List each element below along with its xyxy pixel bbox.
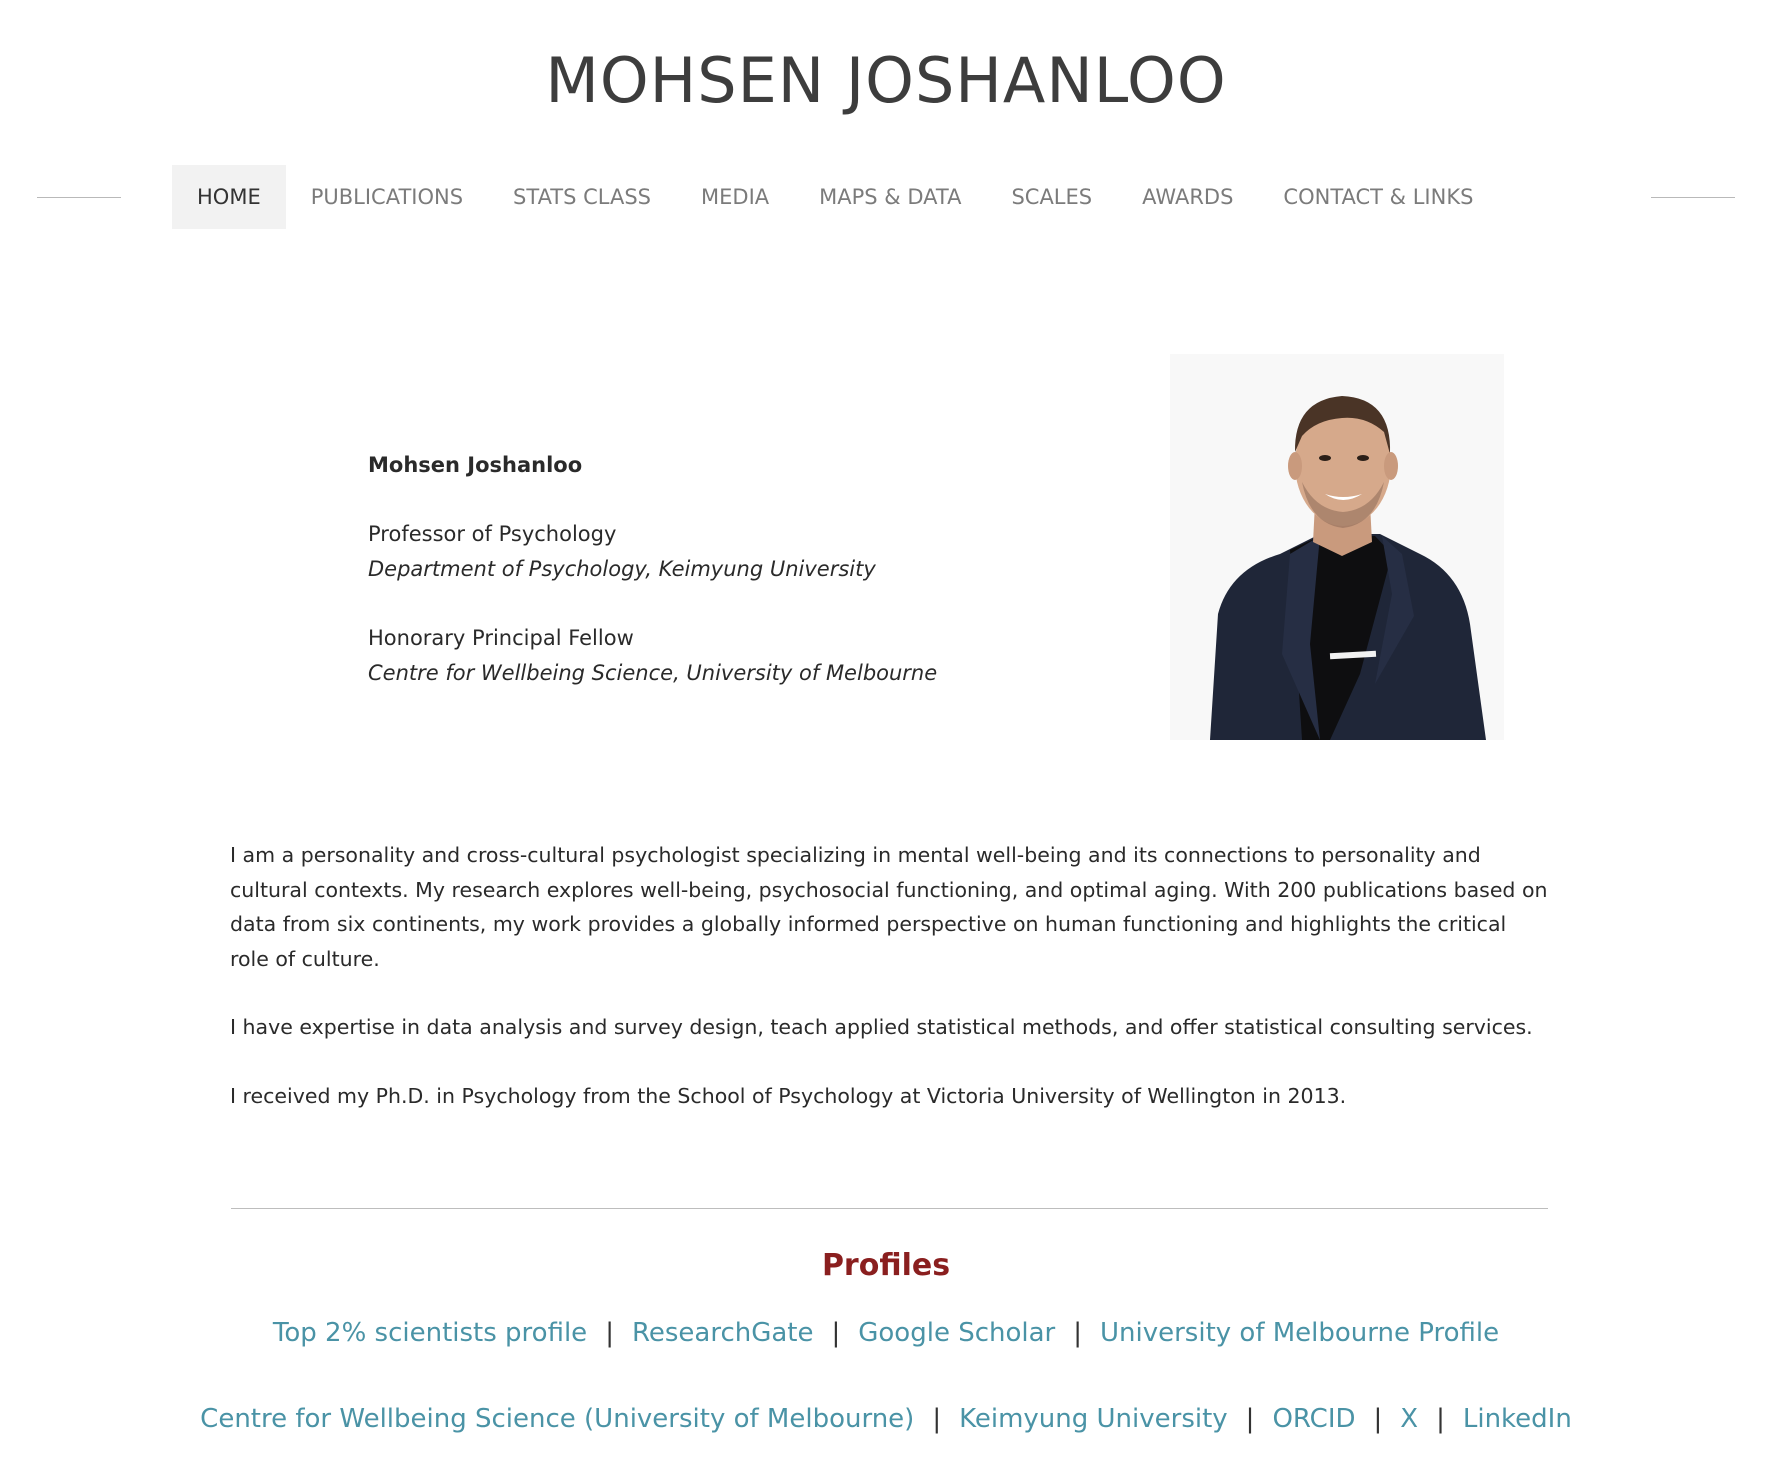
position-title-2: Honorary Principal Fellow <box>368 626 634 650</box>
affiliation-1: Department of Psychology, Keimyung University <box>368 557 876 581</box>
link-centre-for-wellbeing-science[interactable]: Centre for Wellbeing Science (University of Melbourne) <box>200 1404 915 1434</box>
section-divider <box>231 1208 1548 1209</box>
link-separator: | <box>1245 1404 1255 1434</box>
link-google-scholar[interactable]: Google Scholar <box>858 1318 1056 1348</box>
nav-item-awards[interactable]: AWARDS <box>1142 185 1234 209</box>
link-x[interactable]: X <box>1400 1404 1419 1434</box>
link-separator: | <box>932 1404 942 1434</box>
nav-item-publications[interactable]: PUBLICATIONS <box>310 185 464 209</box>
nav-item-home[interactable]: HOME <box>172 165 286 229</box>
link-linkedin[interactable]: LinkedIn <box>1462 1404 1572 1434</box>
link-separator: | <box>1436 1404 1445 1434</box>
intro-block <box>368 448 937 691</box>
nav-menu <box>172 165 1498 229</box>
link-orcid[interactable]: ORCID <box>1272 1404 1356 1434</box>
link-university-of-melbourne-profile[interactable]: University of Melbourne Profile <box>1100 1318 1500 1348</box>
position-title-1: Professor of Psychology <box>368 522 617 546</box>
site-title[interactable]: MOHSEN JOSHANLOO <box>545 44 1227 117</box>
link-separator: | <box>1073 1318 1082 1348</box>
bio-paragraph: I am a personality and cross-cultural psychologist specializing in mental well-being and its connections to personality and cultural contexts. My research explores well-being, psychosocial functioning, and optimal aging. With 200 publications based on data from six continents, my work provides a globally informed perspective on human functioning and highlights the critical role of culture. <box>230 843 1548 971</box>
affiliation-2: Centre for Wellbeing Science, University of Melbourne <box>368 661 938 685</box>
nav-item-stats-class[interactable]: STATS CLASS <box>513 185 652 209</box>
profile-links-row-1 <box>0 1318 1772 1348</box>
link-separator: | <box>1373 1404 1383 1434</box>
bio-paragraph: I have expertise in data analysis and survey design, teach applied statistical methods, and offer statistical consulting services. <box>230 1015 1533 1039</box>
nav-item-scales[interactable]: SCALES <box>1011 185 1093 209</box>
nav-divider-left <box>37 197 121 198</box>
bio-paragraph: I received my Ph.D. in Psychology from the School of Psychology at Victoria University of Wellington in 2013. <box>230 1083 1347 1108</box>
profiles-heading: Profiles <box>821 1248 951 1283</box>
nav-item-maps-data[interactable]: MAPS & DATA <box>819 185 962 209</box>
profile-links-row-2 <box>0 1404 1772 1434</box>
link-top-2-percent-scientists[interactable]: Top 2% scientists profile <box>272 1318 588 1348</box>
nav-item-contact-links[interactable]: CONTACT & LINKS <box>1283 185 1474 209</box>
biography <box>230 838 1550 1147</box>
link-keimyung-university[interactable]: Keimyung University <box>959 1404 1228 1434</box>
nav-item-media[interactable]: MEDIA <box>701 185 770 209</box>
profile-photo <box>1170 354 1504 740</box>
link-separator: | <box>605 1318 614 1348</box>
link-separator: | <box>831 1318 841 1348</box>
main-navigation <box>0 165 1772 229</box>
nav-divider-right <box>1651 197 1735 198</box>
link-researchgate[interactable]: ResearchGate <box>631 1318 814 1348</box>
person-name: Mohsen Joshanloo <box>368 453 583 477</box>
